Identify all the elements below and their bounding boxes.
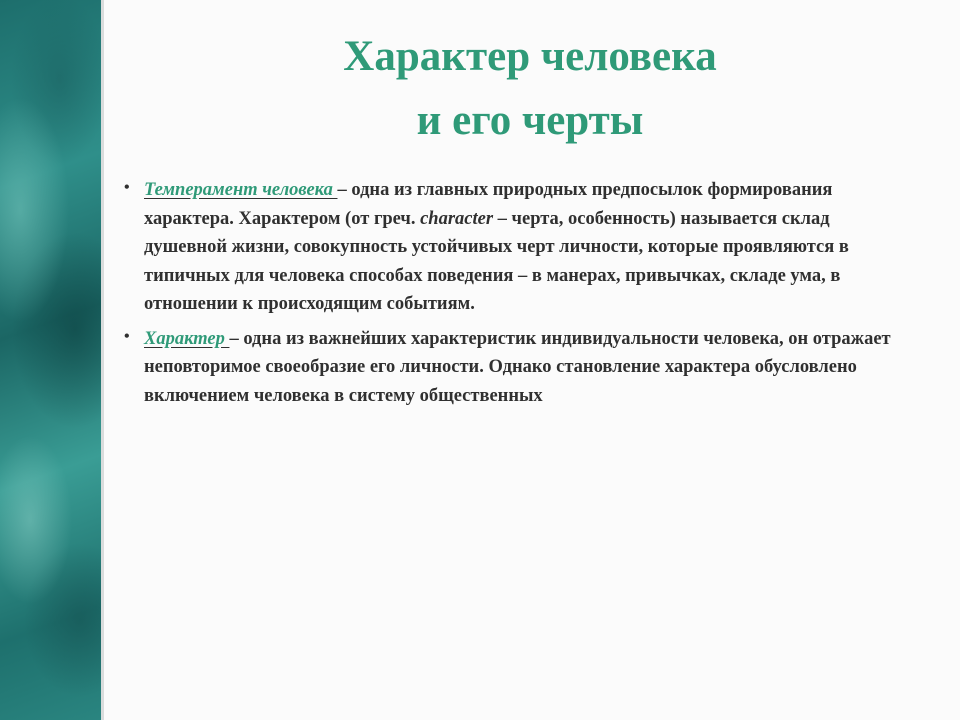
- bullet-list: [124, 176, 914, 416]
- bullet-text-part-a: – одна из важнейших характеристик индивидуальности человека, он отражает неповторимое своеобразие его личности. Однако становление характера обусловлено включением человека в систему общественных: [144, 328, 891, 406]
- decorative-side-panel: [0, 0, 101, 720]
- bullet-item-character: [124, 325, 914, 411]
- bullet-text-part-a: – одна из главных природных предпосылок формирования характера. Характером (от греч.: [144, 180, 833, 229]
- side-panel-divider: [101, 0, 104, 720]
- bullet-marker: •: [124, 327, 130, 345]
- term-temperament: Темперамент человека: [144, 180, 338, 200]
- bullet-italic-word: character: [420, 208, 494, 229]
- slide-title-line-2: и его черты: [416, 97, 644, 144]
- bullet-item-temperament: [124, 176, 914, 319]
- bullet-marker: •: [124, 179, 130, 196]
- term-character: Характер: [144, 328, 230, 349]
- slide-title-line-1: Характер человека: [343, 33, 717, 80]
- bullet-text-part-b: – черта, особенность) называется склад душевной жизни, совокупность устойчивых черт личности, которые проявляются в типичных для человека способах поведения – в манерах, привычках, складе ума, в отношении к происходящим событиям.: [144, 208, 849, 314]
